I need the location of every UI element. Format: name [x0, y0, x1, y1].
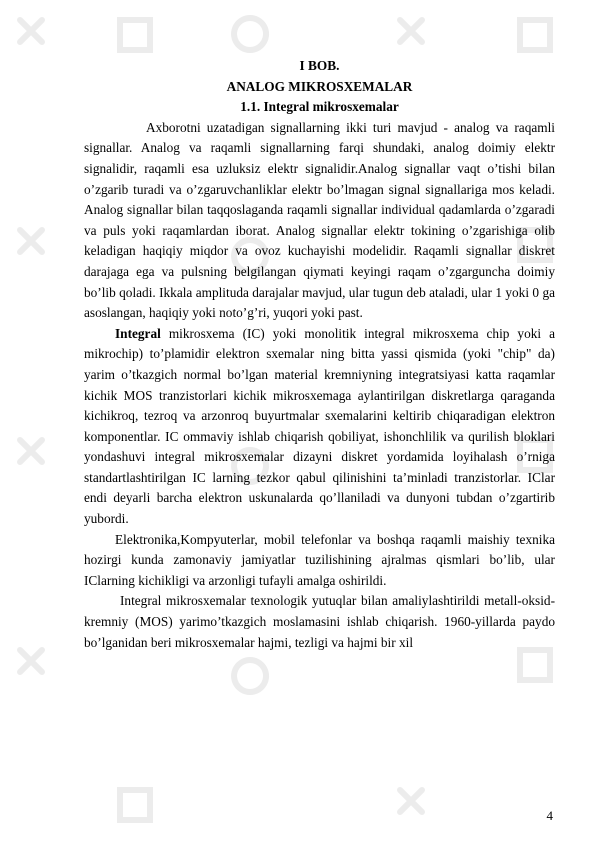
- page-number: 4: [546, 808, 553, 823]
- paragraph-2-lead-term: Integral: [115, 325, 161, 341]
- paragraph-3: Elektronika,Kompyuterlar, mobil telefonlar va boshqa raqamli maishiy texnika hozirgi kunda zamonaviy jamiyatlar tuzilishining ajralmas qismlari bo’lib, ular IClarning kichikligi va arzonligi tufayli amalga oshirildi.: [84, 531, 555, 588]
- paragraph-2: [84, 324, 555, 530]
- document-page: [84, 56, 555, 653]
- paragraph-4: Integral mikrosxemalar texnologik yutuqlar bilan amaliylashtirildi metall-oksid-kremniy (MOS) yarimo’tkazgich moslamasini ishlab chiqarish. 1960-yillarda paydo bo’lganidan beri mikrosxemalar hajmi, tezligi va hajmi bir xil: [84, 593, 555, 650]
- paragraph-1: Axborotni uzatadigan signallarning ikki turi mavjud - analog va raqamli signallar. Analog va raqamli signallarning farqi shundaki, analog doimiy elektr signalidir, raqamli esa uzluksiz elektr signalidir.Analog signallar vaqt o’tishi bilan o’zgarib turadi va o’zgaruvchanliklar elektr bo’lmagan signal signallariga mos keladi. Analog signallar bilan taqqoslaganda raqamli signallar individual qadamlarda o’zgaradi va puls yoki raqamlardan iborat. Analog signallar elektr tokining o’zgarishiga olib keladigan haqiqiy miqdor va ovoz kuchayishi modelidir. Raqamli signallar diskret darajaga ega va pulsning belgilangan qiymati keyingi raqam o’zgarguncha doimiy bo’lib qoladi. Ikkala amplituda darajalar mavjud, ular tugun deb ataladi, ular 1 yoki 0 ga asoslangan, haqiqiy yoki noto’g’ri, yuqori yoki past.: [84, 119, 555, 321]
- chapter-title: ANALOG MIKROSXEMALAR: [226, 78, 413, 94]
- paragraph-2-body: mikrosxema (IC) yoki monolitik integral mikrosxema chip yoki a mikrochip) to’plamidir elektron sxemalar ning bitta yassi qismida (yoki "chip" da) yarim o’tkazgich normal bo’lgan material kremniyning integratsiyasi katta raqamlar kichik MOS tranzistorlari kichik mikrosxemaga aylantirilgan diskretlarga qaraganda kichikroq, tezroq va arzonroq buyurtmalar sxemalarini keltirib chiqaradigan elektron komponentlar. IC ommaviy ishlab chiqarish qobiliyat, ishonchlilik va qurilish bloklari yondashuvi integral mikrosxemalar dizayni diskret yordamida loyihalash o’rniga standartlashtirilgan IC larning tezkor qabul qilinishini ta’minladi tranzistorlar. IClar endi deyarli barcha elektron uskunalarda qo’llaniladi va dunyoni tubdan o’zgartirib yubordi.: [84, 325, 555, 527]
- chapter-heading: I BOB.: [299, 58, 340, 73]
- section-title: 1.1. Integral mikrosxemalar: [240, 99, 399, 115]
